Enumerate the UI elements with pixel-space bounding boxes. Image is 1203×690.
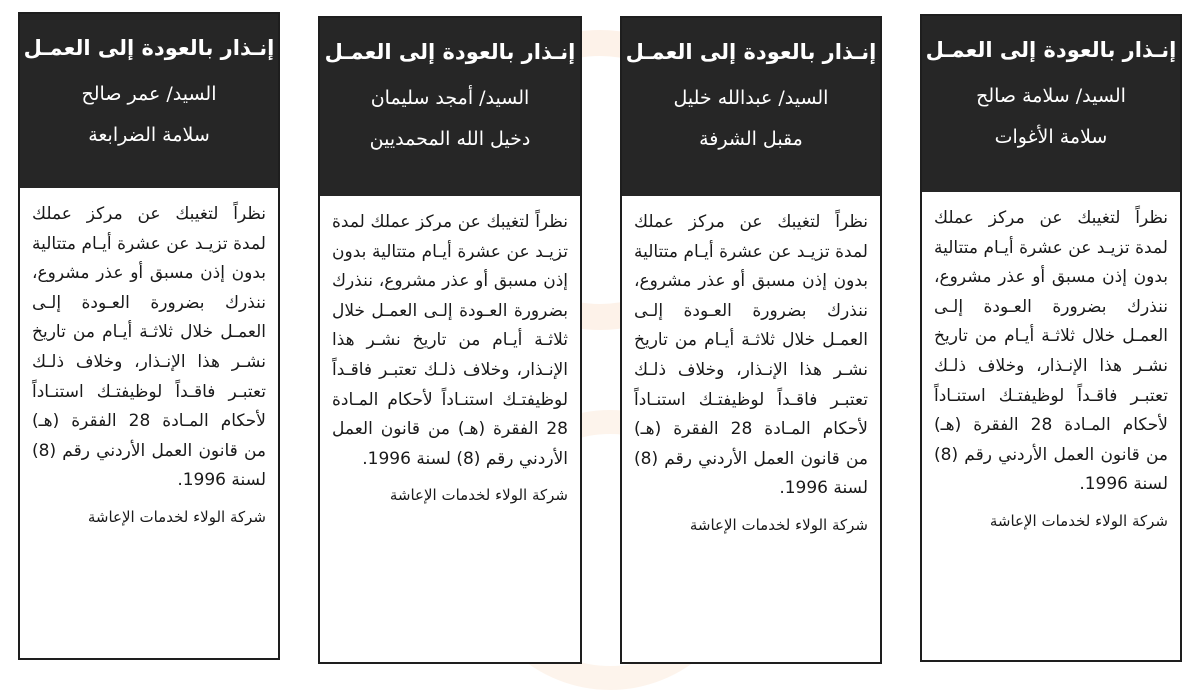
notice-header bbox=[20, 14, 278, 188]
notice-body: نظراً لتغيبك عن مركز عملك لمدة تزيـد عن عشرة أيـام متتالية بدون إذن مسبق أو عذر مشروع، ننذرك بضرورة العـودة إلـى العمـل خلال ثلاثـة أيـام من تاريخ نشـر هذا الإنـذار، وخلاف ذلـك تعتبـر فاقـداً لوظيفتـك استنـاداً لأحكام المـادة 28 الفقرة (هـ) من قانون العمل الأردني رقم (8) لسنة 1996. bbox=[634, 212, 868, 499]
notice-header bbox=[320, 18, 580, 196]
addressee-name: السيد/ أمجد سليمان bbox=[370, 87, 530, 109]
notice-abdullah-khalil bbox=[620, 16, 882, 664]
addressee-name: السيد/ عمر صالح bbox=[81, 83, 217, 105]
notice-header bbox=[622, 18, 880, 196]
notice-omar-saleh bbox=[18, 12, 280, 660]
notice-title: إنـذار بالعودة إلى العمـل bbox=[925, 38, 1177, 62]
notice-header bbox=[922, 16, 1180, 192]
addressee-name: السيد/ سلامة صالح bbox=[976, 85, 1126, 107]
company-signature: شركة الولاء لخدمات الإعاشة bbox=[87, 507, 266, 526]
company-signature: شركة الولاء لخدمات الإعاشة bbox=[389, 486, 568, 505]
addressee-family-name: سلامة الضرابعة bbox=[88, 124, 210, 146]
company-signature: شركة الولاء لخدمات الإعاشة bbox=[989, 511, 1168, 530]
notice-title: إنـذار بالعودة إلى العمـل bbox=[324, 40, 576, 64]
notice-body: نظراً لتغيبك عن مركز عملك لمدة تزيـد عن عشرة أيـام متتالية بدون إذن مسبق أو عذر مشروع، ننذرك بضرورة العـودة إلـى العمـل خلال ثلاثـة أيـام من تاريخ نشـر هذا الإنـذار، وخلاف ذلـك تعتبـر فاقـداً لوظيفتـك استنـاداً لأحكام المـادة 28 الفقرة (هـ) من قانون العمل الأردني رقم (8) لسنة 1996. bbox=[332, 212, 568, 469]
notice-title: إنـذار بالعودة إلى العمـل bbox=[23, 36, 275, 60]
company-signature: شركة الولاء لخدمات الإعاشة bbox=[689, 515, 868, 534]
notice-body: نظراً لتغيبك عن مركز عملك لمدة تزيـد عن عشرة أيـام متتالية بدون إذن مسبق أو عذر مشروع، ننذرك بضرورة العـودة إلـى العمـل خلال ثلاثـة أيـام من تاريخ نشـر هذا الإنـذار، وخلاف ذلـك تعتبـر فاقـداً لوظيفتـك استنـاداً لأحكام المـادة 28 الفقرة (هـ) من قانون العمل الأردني رقم (8) لسنة 1996. bbox=[32, 204, 266, 491]
addressee-name: السيد/ عبدالله خليل bbox=[673, 87, 829, 109]
notice-title: إنـذار بالعودة إلى العمـل bbox=[625, 40, 877, 64]
addressee-family-name: سلامة الأغوات bbox=[994, 126, 1108, 148]
addressee-family-name: مقبل الشرفة bbox=[699, 128, 803, 150]
notice-salama-saleh bbox=[920, 14, 1182, 662]
notice-body: نظراً لتغيبك عن مركز عملك لمدة تزيـد عن عشرة أيـام متتالية بدون إذن مسبق أو عذر مشروع، ننذرك بضرورة العـودة إلـى العمـل خلال ثلاثـة أيـام من تاريخ نشـر هذا الإنـذار، وخلاف ذلـك تعتبـر فاقـداً لوظيفتـك استنـاداً لأحكام المـادة 28 الفقرة (هـ) من قانون العمل الأردني رقم (8) لسنة 1996. bbox=[934, 208, 1168, 495]
addressee-family-name: دخيل الله المحمديين bbox=[369, 128, 531, 150]
notice-amjad-suleiman bbox=[318, 16, 582, 664]
